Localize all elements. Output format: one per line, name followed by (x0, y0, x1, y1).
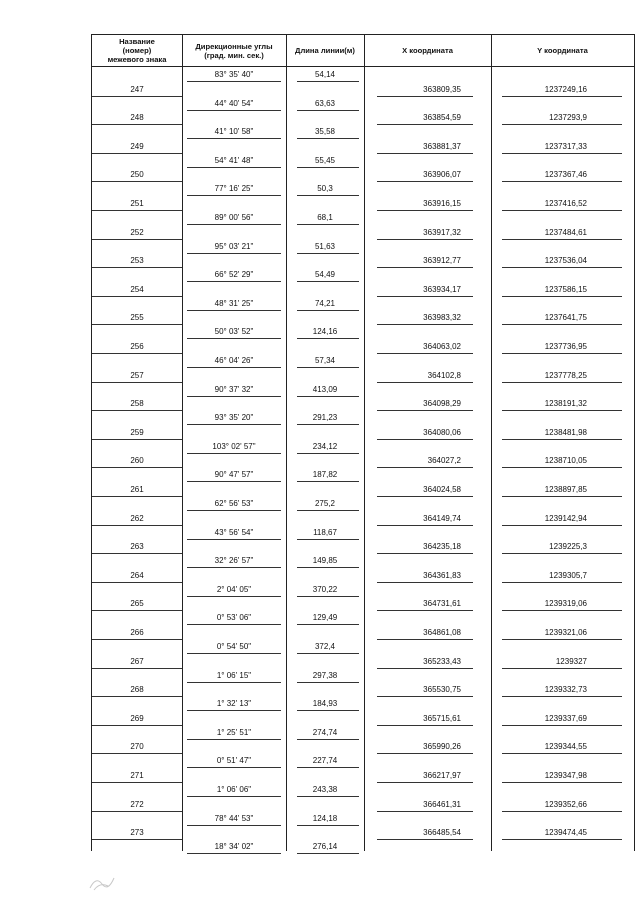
point-name: 249 (130, 141, 144, 151)
row-underline (377, 296, 473, 297)
point-name: 267 (130, 656, 144, 666)
header-name-line2: (номер) (122, 46, 152, 55)
row-underline (297, 825, 359, 826)
row-underline (187, 396, 281, 397)
row-underline (297, 739, 359, 740)
point-name: 273 (130, 828, 144, 838)
row-underline (377, 839, 473, 840)
row-underline (377, 439, 473, 440)
row-underline (297, 167, 359, 168)
segment-length: 55,45 (314, 155, 336, 165)
point-name: 263 (130, 542, 144, 552)
point-name: 247 (130, 84, 144, 94)
segment-length: 50,3 (317, 184, 333, 194)
point-y: 1239225,3 (549, 542, 587, 552)
segment-angle: 0° 53' 06" (216, 613, 252, 623)
row-underline (187, 195, 281, 196)
row-underline (92, 696, 182, 697)
point-x: 363881,37 (423, 141, 461, 151)
row-underline (187, 510, 281, 511)
row-underline (502, 811, 622, 812)
row-underline (377, 467, 473, 468)
segment-angle: 2° 04' 05" (216, 584, 252, 594)
row-underline (502, 467, 622, 468)
point-name: 258 (130, 399, 144, 409)
point-y: 1238897,85 (544, 484, 587, 494)
row-underline (502, 267, 622, 268)
segment-angle: 89° 00' 56" (214, 213, 254, 222)
column-divider (491, 35, 492, 851)
row-underline (187, 682, 281, 683)
point-x: 364027,2 (427, 456, 461, 466)
segment-angle: 48° 31' 25" (214, 298, 254, 308)
point-y: 1239142,94 (544, 513, 587, 523)
row-underline (92, 553, 182, 554)
row-underline (297, 596, 359, 597)
point-name: 271 (130, 770, 144, 780)
segment-angle: 95° 03' 21" (214, 241, 254, 251)
row-underline (297, 567, 359, 568)
point-name: 264 (130, 570, 144, 580)
point-name: 256 (130, 341, 144, 351)
row-underline (502, 382, 622, 383)
point-y: 1239474,45 (544, 828, 587, 838)
point-x: 364149,74 (423, 513, 461, 523)
row-underline (297, 110, 359, 111)
row-underline (297, 138, 359, 139)
segment-angle: 66° 52' 29" (214, 270, 254, 280)
point-x: 363854,59 (423, 113, 461, 123)
point-x: 366485,54 (423, 828, 461, 838)
row-underline (377, 496, 473, 497)
row-underline (502, 410, 622, 411)
point-x: 363983,32 (423, 313, 461, 323)
point-name: 268 (130, 685, 144, 695)
point-x: 365530,75 (423, 685, 461, 695)
point-y: 1237416,52 (544, 198, 587, 208)
row-underline (377, 525, 473, 526)
row-underline (92, 525, 182, 526)
row-underline (92, 382, 182, 383)
row-underline (92, 210, 182, 211)
segment-angle: 93° 35' 20" (214, 413, 254, 423)
row-underline (92, 181, 182, 182)
point-y: 1239337,69 (544, 713, 587, 723)
point-y: 1239344,55 (544, 742, 587, 752)
header-angles-line1: Дирекционные углы (195, 41, 273, 51)
row-underline (187, 825, 281, 826)
segment-angle: 0° 51' 47" (216, 756, 252, 766)
row-underline (377, 811, 473, 812)
row-underline (187, 367, 281, 368)
column-divider (634, 35, 635, 851)
header-angles-line2: (град. мин. сек.) (204, 50, 264, 60)
row-underline (92, 467, 182, 468)
segment-length: 413,09 (312, 384, 338, 394)
segment-length: 370,22 (312, 584, 338, 594)
point-y: 1237736,95 (544, 341, 587, 351)
row-underline (187, 567, 281, 568)
row-underline (502, 296, 622, 297)
row-underline (377, 239, 473, 240)
row-underline (502, 696, 622, 697)
point-x: 364080,06 (423, 427, 461, 437)
segment-angle: 0° 54' 50" (216, 642, 252, 651)
row-underline (92, 96, 182, 97)
point-x: 364024,58 (423, 484, 461, 494)
row-underline (92, 410, 182, 411)
row-underline (377, 96, 473, 97)
segment-length: 184,93 (312, 699, 338, 709)
row-underline (502, 782, 622, 783)
point-name: 252 (130, 227, 144, 237)
header-name-line1: Название (119, 37, 155, 46)
row-underline (377, 553, 473, 554)
point-y: 1237293,9 (549, 113, 587, 123)
row-underline (377, 324, 473, 325)
segment-length: 124,18 (312, 813, 338, 823)
point-name: 257 (130, 370, 144, 380)
point-x: 366217,97 (423, 770, 461, 780)
header-y: Y координата (537, 46, 588, 55)
row-underline (187, 796, 281, 797)
point-y: 1237249,16 (544, 84, 587, 94)
row-underline (502, 239, 622, 240)
segment-length: 187,82 (312, 470, 338, 480)
segment-length: 276,14 (312, 842, 338, 852)
segment-length: 35,58 (314, 127, 336, 137)
row-underline (92, 610, 182, 611)
segment-angle: 1° 25' 51" (216, 727, 252, 737)
point-name: 260 (130, 456, 144, 466)
point-y: 1237641,75 (544, 313, 587, 323)
point-x: 363917,32 (423, 227, 461, 237)
row-underline (297, 653, 359, 654)
point-name: 261 (130, 484, 144, 494)
point-x: 364731,61 (423, 599, 461, 609)
row-underline (187, 453, 281, 454)
row-underline (297, 396, 359, 397)
segment-angle: 1° 06' 15" (216, 670, 252, 680)
point-y: 1237536,04 (544, 256, 587, 266)
point-x: 364235,18 (423, 542, 461, 552)
segment-length: 274,74 (312, 727, 338, 737)
row-underline (502, 582, 622, 583)
segment-angle: 43° 56' 54" (214, 527, 254, 537)
point-x: 363912,77 (423, 256, 461, 266)
row-underline (502, 181, 622, 182)
row-underline (92, 439, 182, 440)
row-underline (297, 338, 359, 339)
segment-length: 149,85 (312, 556, 338, 566)
point-y: 1237367,46 (544, 170, 587, 180)
point-x: 365990,26 (423, 742, 461, 752)
row-underline (297, 481, 359, 482)
row-underline (297, 539, 359, 540)
row-underline (92, 725, 182, 726)
row-underline (502, 610, 622, 611)
row-underline (297, 796, 359, 797)
row-underline (377, 210, 473, 211)
point-name: 253 (130, 256, 144, 266)
point-y: 1239319,06 (544, 599, 587, 609)
segment-angle: 90° 37' 32" (214, 384, 254, 394)
point-y: 1239332,73 (544, 685, 587, 695)
header-x: X координата (402, 46, 453, 55)
row-underline (187, 653, 281, 654)
scan-smudge (86, 870, 126, 892)
point-name: 248 (130, 113, 144, 123)
point-name: 259 (130, 427, 144, 437)
row-underline (187, 81, 281, 82)
row-underline (377, 181, 473, 182)
header-angles (182, 35, 286, 66)
header-name (92, 35, 182, 66)
segment-angle: 46° 04' 26" (214, 356, 254, 365)
row-underline (92, 353, 182, 354)
row-underline (297, 624, 359, 625)
segment-angle: 41° 10' 58" (214, 127, 254, 137)
point-x: 363906,07 (423, 170, 461, 180)
point-x: 364361,83 (423, 570, 461, 580)
segment-length: 297,38 (312, 670, 338, 680)
row-underline (92, 839, 182, 840)
point-name: 270 (130, 742, 144, 752)
row-underline (377, 410, 473, 411)
row-underline (92, 124, 182, 125)
row-underline (187, 310, 281, 311)
point-name: 250 (130, 170, 144, 180)
segment-angle: 50° 03' 52" (214, 327, 254, 337)
row-underline (502, 525, 622, 526)
point-x: 365715,61 (423, 713, 461, 723)
row-underline (92, 639, 182, 640)
row-underline (92, 811, 182, 812)
row-underline (187, 767, 281, 768)
row-underline (502, 210, 622, 211)
segment-angle: 54° 41' 48" (214, 155, 254, 165)
row-underline (187, 167, 281, 168)
row-underline (92, 239, 182, 240)
row-underline (377, 382, 473, 383)
point-name: 265 (130, 599, 144, 609)
segment-angle: 103° 02' 57" (212, 441, 256, 451)
row-underline (187, 110, 281, 111)
row-underline (377, 353, 473, 354)
row-underline (377, 610, 473, 611)
row-underline (502, 725, 622, 726)
segment-length: 227,74 (312, 756, 338, 766)
row-underline (377, 696, 473, 697)
segment-angle: 77° 16' 25" (214, 184, 254, 194)
row-underline (377, 124, 473, 125)
row-underline (92, 782, 182, 783)
row-underline (92, 582, 182, 583)
boundary-points-table (91, 34, 635, 851)
row-underline (502, 124, 622, 125)
point-y: 1237778,25 (544, 370, 587, 380)
row-underline (187, 710, 281, 711)
point-x: 363809,35 (423, 84, 461, 94)
row-underline (92, 668, 182, 669)
segment-length: 291,23 (312, 413, 338, 423)
point-name: 255 (130, 313, 144, 323)
segment-angle: 44° 40' 54" (214, 98, 254, 108)
point-x: 365233,43 (423, 656, 461, 666)
point-name: 272 (130, 799, 144, 809)
row-underline (377, 267, 473, 268)
row-underline (377, 639, 473, 640)
row-underline (297, 853, 359, 854)
row-underline (297, 424, 359, 425)
header-length: Длина линии(м) (295, 46, 355, 55)
row-underline (377, 753, 473, 754)
row-underline (92, 153, 182, 154)
row-underline (502, 439, 622, 440)
row-underline (187, 739, 281, 740)
row-underline (502, 96, 622, 97)
row-underline (297, 195, 359, 196)
row-underline (297, 510, 359, 511)
row-underline (187, 424, 281, 425)
point-y: 1237484,61 (544, 227, 587, 237)
point-name: 251 (130, 198, 144, 208)
point-name: 254 (130, 284, 144, 294)
row-underline (92, 753, 182, 754)
point-y: 1238710,05 (544, 456, 587, 466)
point-y: 1239347,98 (544, 770, 587, 780)
segment-length: 54,14 (314, 70, 336, 79)
row-underline (187, 138, 281, 139)
row-underline (187, 281, 281, 282)
segment-length: 234,12 (312, 441, 338, 451)
row-underline (502, 553, 622, 554)
row-underline (297, 710, 359, 711)
row-underline (297, 767, 359, 768)
row-underline (92, 296, 182, 297)
row-underline (502, 839, 622, 840)
segment-angle: 32° 26' 57" (214, 556, 254, 566)
segment-angle: 78° 44' 53" (214, 813, 254, 823)
segment-length: 129,49 (312, 613, 338, 623)
row-underline (377, 668, 473, 669)
row-underline (297, 453, 359, 454)
point-name: 269 (130, 713, 144, 723)
row-underline (502, 668, 622, 669)
row-underline (297, 281, 359, 282)
row-underline (297, 682, 359, 683)
row-underline (502, 496, 622, 497)
point-x: 364098,29 (423, 399, 461, 409)
segment-angle: 1° 06' 06" (216, 785, 252, 794)
segment-length: 275,2 (314, 499, 336, 508)
row-underline (187, 853, 281, 854)
point-x: 364102,8 (427, 370, 461, 380)
point-name: 266 (130, 627, 144, 637)
point-y: 1237317,33 (544, 141, 587, 151)
segment-length: 63,63 (314, 98, 336, 108)
point-y: 1238191,32 (544, 399, 587, 409)
row-underline (92, 496, 182, 497)
row-underline (92, 324, 182, 325)
row-underline (297, 81, 359, 82)
segment-angle: 18° 34' 02" (214, 842, 254, 852)
segment-length: 51,63 (314, 241, 336, 251)
segment-length: 372,4 (314, 642, 336, 651)
segment-length: 118,67 (313, 527, 337, 537)
point-x: 364861,08 (423, 627, 461, 637)
row-underline (377, 725, 473, 726)
header-divider (92, 66, 635, 67)
segment-length: 124,16 (312, 327, 338, 337)
row-underline (187, 338, 281, 339)
row-underline (377, 153, 473, 154)
row-underline (502, 153, 622, 154)
segment-angle: 1° 32' 13" (216, 699, 252, 709)
row-underline (187, 539, 281, 540)
row-underline (187, 624, 281, 625)
point-x: 363916,15 (423, 198, 461, 208)
row-underline (187, 596, 281, 597)
segment-angle: 62° 56' 53" (214, 499, 254, 508)
header-name-line3: межевого знака (107, 55, 167, 64)
point-y: 1239321,06 (544, 627, 587, 637)
point-y: 1239327 (555, 656, 587, 666)
segment-length: 54,49 (314, 270, 336, 280)
row-underline (502, 353, 622, 354)
row-underline (187, 224, 281, 225)
row-underline (187, 481, 281, 482)
row-underline (297, 224, 359, 225)
row-underline (92, 267, 182, 268)
row-underline (377, 782, 473, 783)
point-x: 364063,02 (423, 341, 461, 351)
point-x: 366461,31 (423, 799, 461, 809)
row-underline (187, 253, 281, 254)
segment-angle: 90° 47' 57" (214, 470, 254, 480)
point-name: 262 (130, 513, 144, 523)
segment-length: 74,21 (314, 298, 336, 308)
row-underline (297, 367, 359, 368)
point-y: 1238481,98 (544, 427, 587, 437)
point-x: 363934,17 (423, 284, 461, 294)
segment-angle: 83° 35' 40" (214, 70, 254, 79)
segment-length: 243,38 (312, 785, 338, 794)
point-y: 1239305,7 (549, 570, 587, 580)
row-underline (377, 582, 473, 583)
segment-length: 57,34 (314, 356, 336, 365)
row-underline (297, 253, 359, 254)
segment-length: 68,1 (317, 213, 333, 222)
row-underline (297, 310, 359, 311)
point-y: 1239352,66 (544, 799, 587, 809)
row-underline (502, 753, 622, 754)
row-underline (502, 639, 622, 640)
point-y: 1237586,15 (544, 284, 587, 294)
column-divider (364, 35, 365, 851)
row-underline (502, 324, 622, 325)
